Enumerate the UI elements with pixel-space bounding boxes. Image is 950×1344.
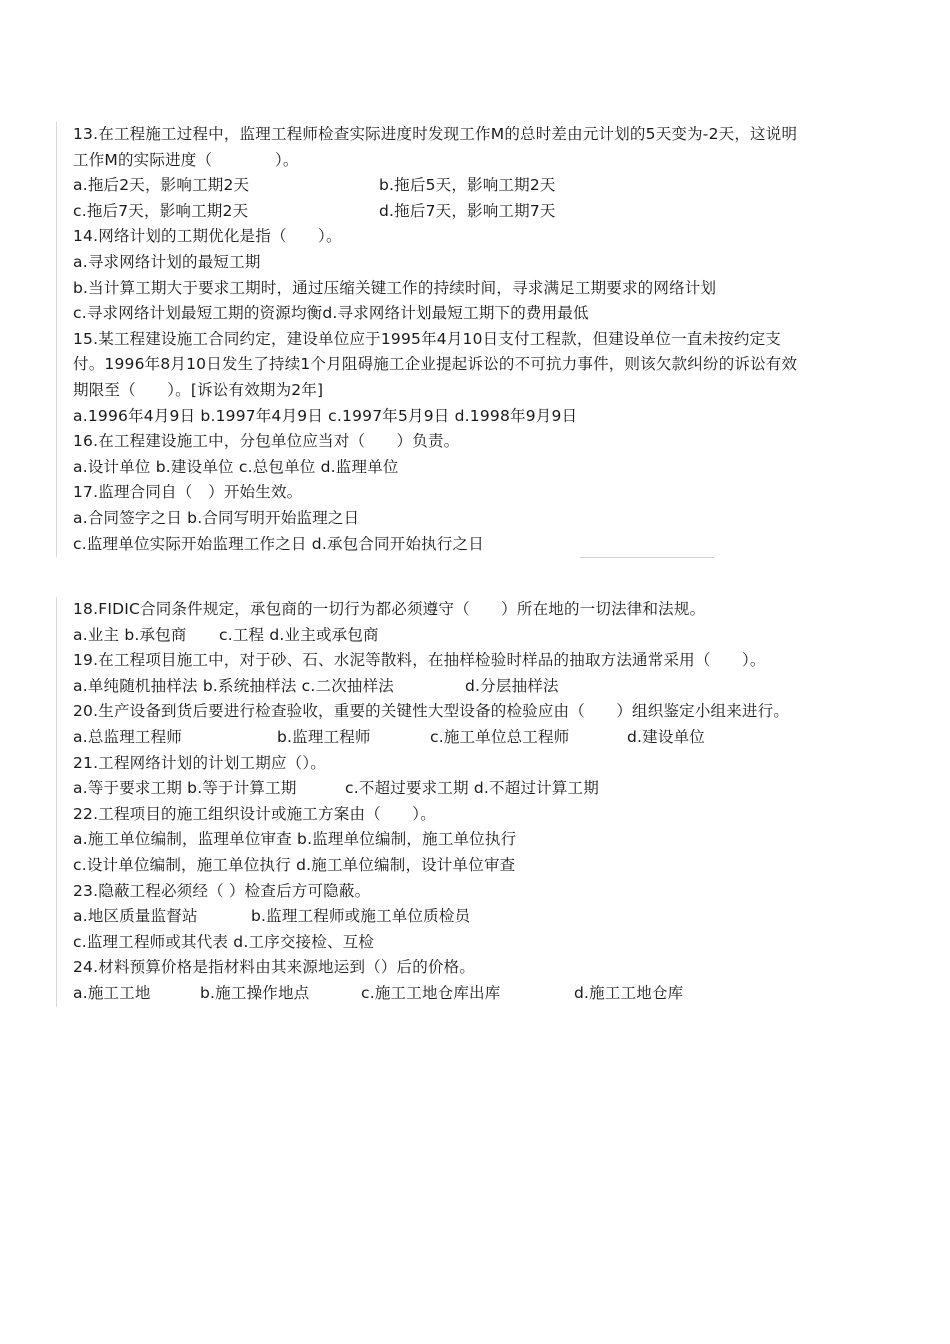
text-line: 期限至（ ）。[诉讼有效期为2年] [73,380,324,399]
option: b.监理工程师 [277,727,371,746]
option: a.地区质量监督站 [73,907,198,926]
option-row [73,674,856,700]
option: c.不超过要求工期 d.不超过计算工期 [345,779,599,798]
text-line: 18.FIDIC合同条件规定，承包商的一切行为都必须遵守（ ）所在地的一切法律和法规。 [73,600,706,618]
option: c.施工单位总工程师 [430,727,570,746]
text-line: 17.监理合同自（ ）开始生效。 [73,483,303,502]
option: a.拖后2天，影响工期2天 [73,176,250,195]
text-line: a.1996年4月9日 b.1997年4月9日 c.1997年5月9日 d.1998年9月9日 [73,406,578,425]
text-line: c.监理单位实际开始监理工作之日 d.承包合同开始执行之日 [73,534,484,553]
option: c.施工工地仓库出库 [361,983,501,1002]
text-line: 20.生产设备到货后要进行检查验收，重要的关键性大型设备的检验应由（ ）组织鉴定小组来进行。 [73,702,790,721]
option: d.施工工地仓库 [574,983,684,1002]
option: a.业主 b.承包商 [73,625,187,644]
option: b.拖后5天，影响工期2天 [379,176,556,195]
option: a.等于要求工期 b.等于计算工期 [73,779,297,798]
text-line: c.监理工程师或其代表 d.工序交接检、互检 [73,932,375,951]
option-row [73,904,856,930]
option: a.总监理工程师 [73,727,183,746]
question-block-2 [56,597,856,1007]
option: c.工程 d.业主或承包商 [219,625,379,644]
text-line: 15.某工程建设施工合同约定，建设单位应于1995年4月10日支付工程款，但建设单位一直未按约定支 [73,329,781,348]
option: d.建设单位 [627,727,705,746]
option-row [73,623,856,649]
text-line: 19.在工程项目施工中，对于砂、石、水泥等散料，在抽样检验时样品的抽取方法通常采用（ ）。 [73,651,766,670]
text-line: c.设计单位编制，施工单位执行 d.施工单位编制，设计单位审查 [73,855,516,874]
text-line: 16.在工程建设施工中，分包单位应当对（ ）负责。 [73,432,460,451]
option: b.监理工程师或施工单位质检员 [251,907,471,926]
question-block-1 [56,122,856,557]
text-line: 14.网络计划的工期优化是指（ ）。 [73,227,342,246]
option: d.拖后7天，影响工期7天 [379,201,556,220]
text-line: 22.工程项目的施工组织设计或施工方案由（ ）。 [73,804,436,823]
text-line: b.当计算工期大于要求工期时，通过压缩关键工作的持续时间，寻求满足工期要求的网络计划 [73,278,717,297]
option-row [73,776,856,802]
text-line: 21.工程网络计划的计划工期应（）。 [73,753,327,772]
text-line: a.设计单位 b.建设单位 c.总包单位 d.监理单位 [73,457,399,476]
divider-line [580,557,714,558]
option: b.施工操作地点 [200,983,310,1002]
text-line: 23.隐蔽工程必须经（ ）检查后方可隐蔽。 [73,881,371,900]
text-line: a.寻求网络计划的最短工期 [73,252,261,271]
option: c.拖后7天，影响工期2天 [73,201,249,220]
option-row [73,981,856,1007]
text-line: 13.在工程施工过程中，监理工程师检查实际进度时发现工作M的总时差由元计划的5天变为-2天，这说明 [73,125,798,143]
text-line: 工作M的实际进度（ ）。 [73,150,299,169]
text-line: a.合同签字之日 b.合同写明开始监理之日 [73,508,360,527]
text-line: a.施工单位编制，监理单位审查 b.监理单位编制，施工单位执行 [73,830,517,849]
text-line: 付。1996年8月10日发生了持续1个月阻碍施工企业提起诉讼的不可抗力事件，则该欠款纠纷的诉讼有效 [73,355,798,374]
option-row [73,199,856,225]
text-line: c.寻求网络计划最短工期的资源均衡d.寻求网络计划最短工期下的费用最低 [73,304,589,323]
text-line: 24.材料预算价格是指材料由其来源地运到（）后的价格。 [73,958,476,977]
option: a.单纯随机抽样法 b.系统抽样法 c.二次抽样法 [73,676,394,695]
option: d.分层抽样法 [465,676,559,695]
option-row [73,173,856,199]
option: a.施工工地 [73,983,151,1002]
option-row [73,725,856,751]
